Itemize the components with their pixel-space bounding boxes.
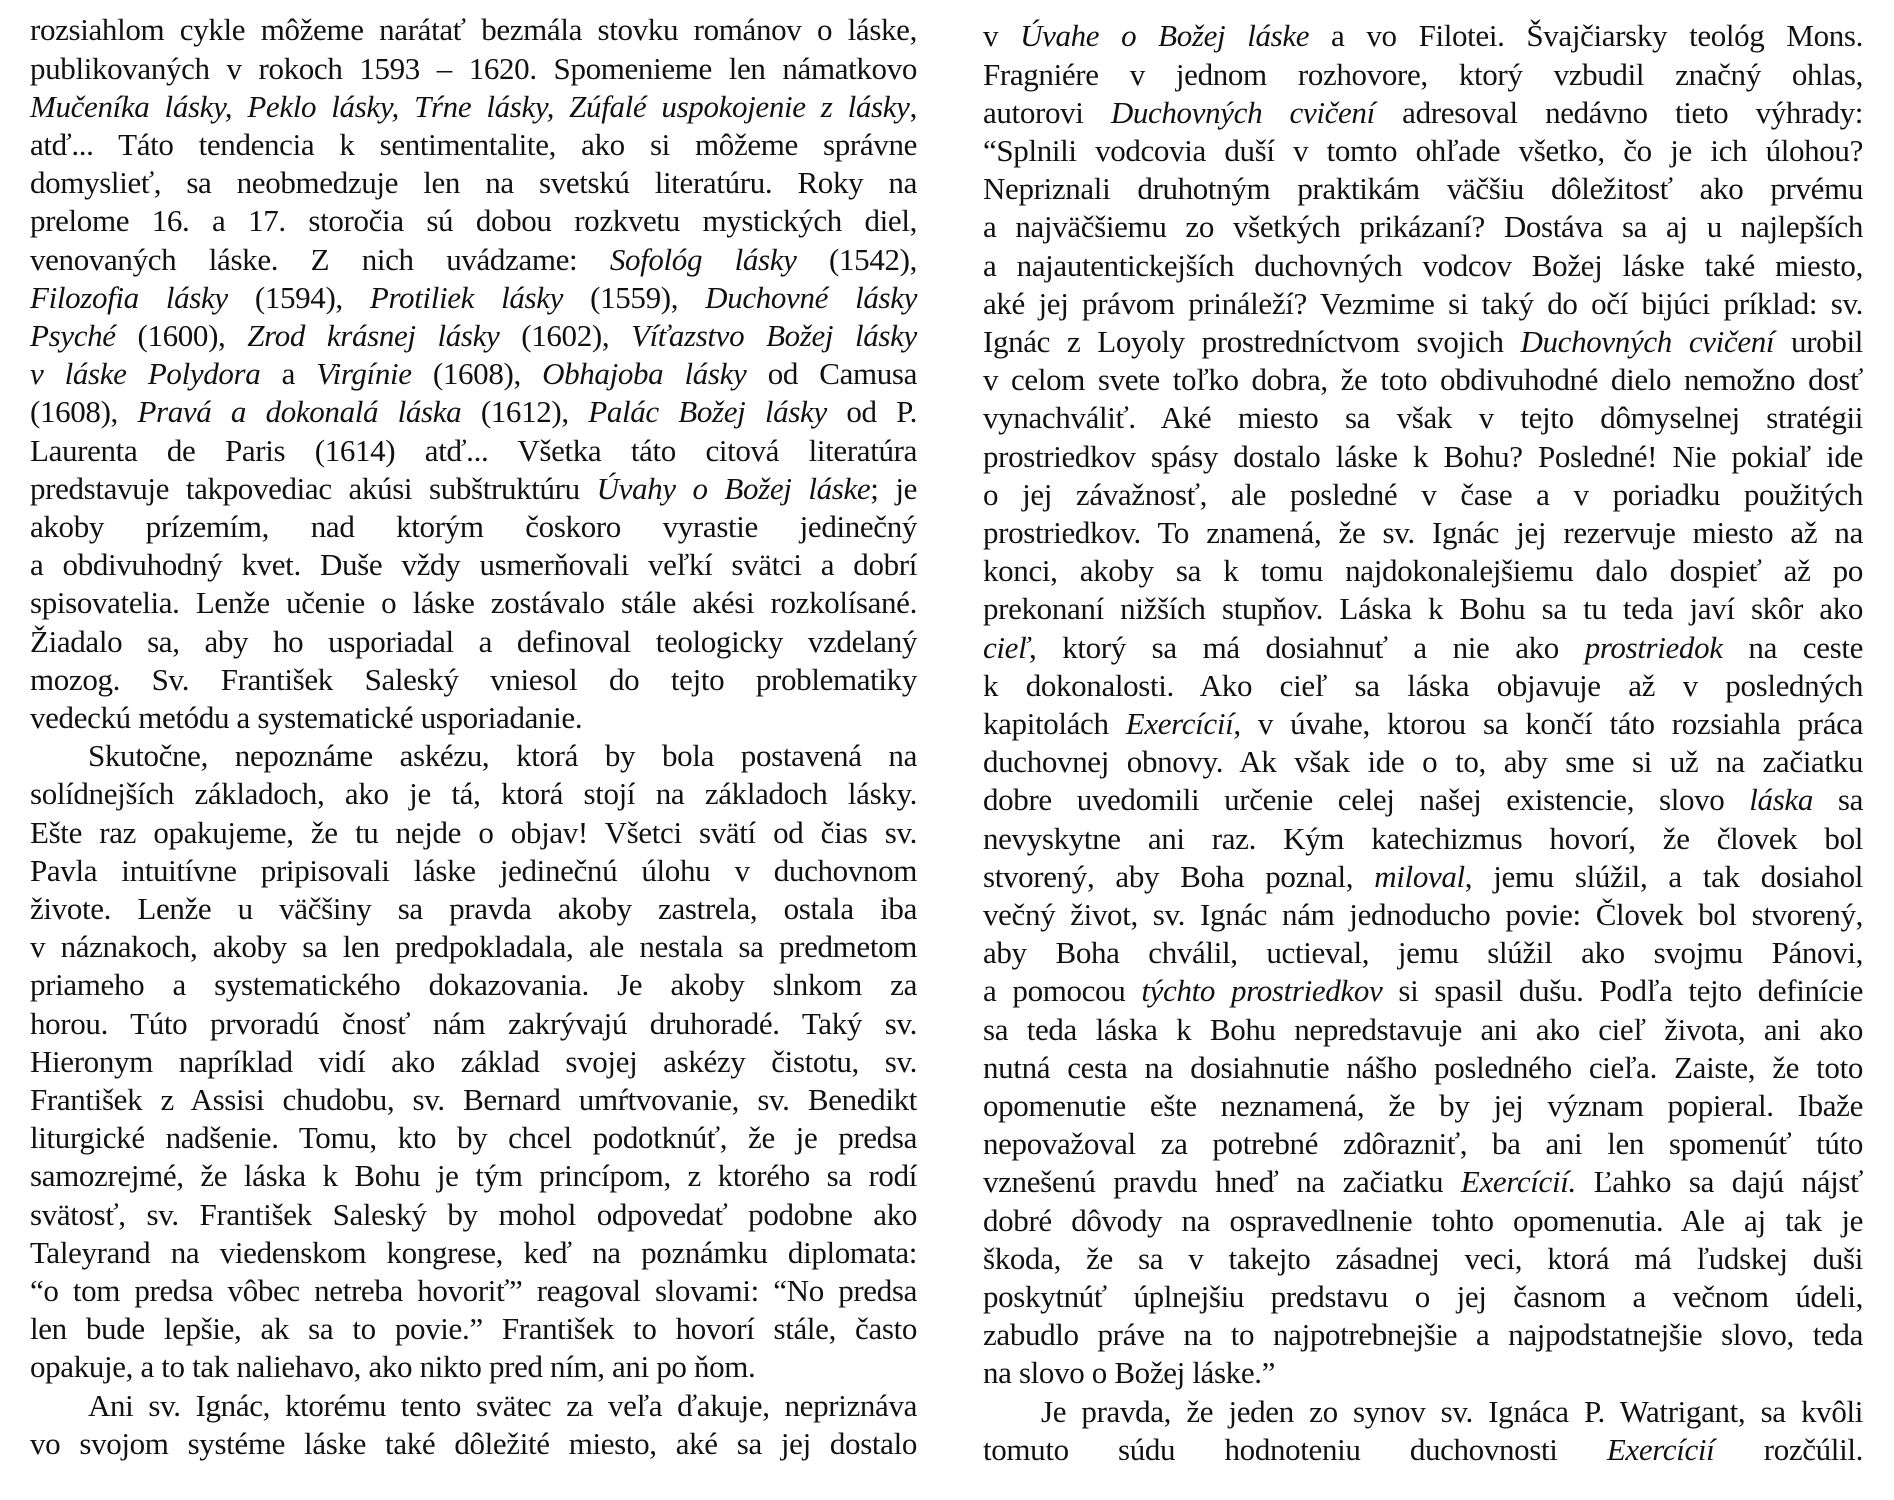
- text-line: [30, 88, 917, 126]
- text-line: [983, 705, 1863, 743]
- italic-title-text: prostriedok: [1584, 629, 1723, 665]
- text-line: [30, 126, 917, 164]
- body-text: liturgické nadšenie. Tomu, kto by chcel podotknúť, že je predsa: [30, 1120, 917, 1156]
- body-text: Laurenta de Paris (1614) atď... Všetka táto citová literatúra: [30, 432, 917, 468]
- body-text: Fragniére v jednom rozhovore, ktorý vzbudil značný ohlas,: [983, 56, 1863, 92]
- text-line: [30, 1234, 917, 1272]
- italic-title-text: Psyché: [30, 318, 116, 353]
- body-text: urobil: [1774, 324, 1863, 359]
- body-text: (1608),: [411, 356, 543, 392]
- body-text: ; je: [870, 470, 917, 506]
- body-text: od Camusa: [746, 356, 918, 392]
- text-line: [983, 934, 1863, 972]
- italic-title-text: Pravá a dokonalá láska: [137, 394, 462, 430]
- text-line: [983, 323, 1863, 361]
- italic-title-text: miloval: [1374, 858, 1465, 894]
- body-text: prelome 16. a 17. storočia sú dobou rozkvetu mystických diel,: [30, 203, 917, 239]
- text-line: [983, 743, 1863, 781]
- body-text: rozčúlil.: [1714, 1431, 1863, 1467]
- text-line: [30, 202, 917, 240]
- text-line: [30, 928, 917, 966]
- body-text: autorovi: [983, 94, 1111, 130]
- text-line: [983, 438, 1863, 476]
- body-text: vynachváliť. Aké miesto sa však v tejto dômyselnej stratégii: [983, 400, 1863, 436]
- body-text: Je pravda, že jeden zo synov sv. Ignáca P. Watrigant, sa kvôli: [1041, 1393, 1863, 1429]
- text-line: [983, 285, 1863, 323]
- text-line: [983, 972, 1863, 1010]
- body-text: a vo Filotei. Švajčiarsky teológ Mons.: [1309, 18, 1863, 54]
- text-line: [30, 1272, 917, 1310]
- text-line: [30, 1005, 917, 1043]
- italic-title-text: týchto prostriedkov: [1141, 973, 1383, 1009]
- body-text: a obdivuhodný kvet. Duše vždy usmerňovali veľkí svätci a dobrí: [30, 547, 917, 583]
- italic-title-text: Duchovných cvičení: [1110, 94, 1375, 130]
- text-line: [983, 590, 1863, 628]
- text-line: [30, 623, 917, 661]
- body-text: stvorený, aby Boha poznal,: [983, 858, 1375, 894]
- body-text: vznešenú pravdu hneď na začiatku: [983, 1164, 1461, 1200]
- body-text: na ceste: [1722, 629, 1863, 665]
- text-line: [30, 1043, 917, 1081]
- body-text: horou. Túto prvoradú čnosť nám zakrývajú druhoradé. Taký sv.: [30, 1005, 917, 1041]
- body-text: venovaných láske. Z nich uvádzame:: [30, 241, 610, 277]
- italic-title-text: Protiliek lásky: [369, 279, 564, 315]
- text-line: [30, 11, 917, 49]
- body-text: (1612),: [461, 394, 589, 430]
- text-line: [983, 1431, 1863, 1469]
- text-line: [30, 1310, 917, 1348]
- body-text: kapitolách: [983, 706, 1126, 741]
- body-text: (1594),: [227, 279, 370, 315]
- body-text: predstavuje takpovediac akúsi subštruktúru: [30, 470, 597, 506]
- italic-title-text: Exercícií: [1606, 1431, 1715, 1467]
- body-text: a pomocou: [983, 973, 1142, 1009]
- body-text: tomuto súdu hodnoteniu duchovnosti: [983, 1431, 1607, 1467]
- italic-title-text: v láske Polydora: [30, 356, 261, 392]
- text-line: [983, 132, 1863, 170]
- italic-title-text: Úvahe o Božej láske: [1020, 18, 1310, 54]
- paragraph-first-line: [30, 1387, 917, 1425]
- body-text: prostriedkov. To znamená, že sv. Ignác jej rezervuje miesto až na: [983, 515, 1863, 550]
- text-line: [30, 699, 917, 737]
- text-line: [983, 1011, 1863, 1049]
- text-line: [30, 546, 917, 584]
- body-text: opomenutie ešte neznamená, že by jej význam popieral. Ibaže: [983, 1088, 1863, 1123]
- body-text: v: [983, 18, 1021, 54]
- text-line: [30, 470, 917, 508]
- italic-title-text: Exercícií: [1125, 706, 1234, 741]
- text-line: [983, 170, 1863, 208]
- body-text: rozsiahlom cykle môžeme narátať bezmála stovku románov o láske,: [30, 12, 917, 48]
- text-line: [983, 56, 1863, 94]
- body-text: o jej závažnosť, ale posledné v čase a v poriadku použitých: [983, 476, 1863, 512]
- paragraph-first-line: [983, 1393, 1863, 1431]
- text-line: [30, 1196, 917, 1234]
- text-line: [30, 890, 917, 928]
- body-text: zabudlo práve na to najpotrebnejšie a najpodstatnejšie slovo, teda: [983, 1317, 1863, 1353]
- text-line: [30, 1157, 917, 1195]
- text-line: [983, 1049, 1863, 1087]
- text-line: [983, 1163, 1863, 1201]
- body-text: “o tom predsa vôbec netreba hovoriť” reagoval slovami: “No predsa: [30, 1273, 917, 1308]
- text-line: [983, 1125, 1863, 1163]
- body-text: na slovo o Božej láske.”: [983, 1355, 1276, 1391]
- text-line: [983, 94, 1863, 132]
- text-line: [983, 514, 1863, 552]
- body-text: atď... Táto tendencia k sentimentalite, ako si môžeme správne: [30, 127, 917, 162]
- italic-title-text: Duchovných cvičení: [1520, 324, 1775, 359]
- italic-title-text: Víťazstvo Božej lásky: [631, 318, 917, 353]
- text-line: [983, 1354, 1863, 1392]
- body-text: dobré dôvody na ospravedlnenie tohto opomenutia. Ale aj tak je: [983, 1202, 1863, 1238]
- paragraph-first-line: [30, 737, 917, 775]
- text-line: [30, 355, 917, 393]
- italic-title-text: cieľ: [983, 629, 1030, 665]
- body-text: živote. Lenže u väčšiny sa pravda akoby zastrela, ostala iba: [30, 891, 917, 926]
- text-line: [30, 661, 917, 699]
- text-line: [30, 1081, 917, 1119]
- text-line: [30, 966, 917, 1004]
- body-text: večný život, sv. Ignác nám jednoducho povie: Človek bol stvorený,: [983, 897, 1863, 932]
- text-line: [30, 508, 917, 546]
- body-text: si spasil dušu. Podľa tejto definície: [1382, 973, 1864, 1009]
- text-line: [30, 279, 917, 317]
- body-text: v celom svete toľko dobra, že toto obdivuhodné dielo nemožno dosť: [983, 362, 1863, 398]
- body-text: spisovatelia. Lenže učenie o láske zostávalo stále akési rozkolísané.: [30, 585, 917, 621]
- text-line: [30, 1425, 917, 1463]
- body-text: od P.: [826, 394, 917, 430]
- body-text: nevyskytne ani raz. Kým katechizmus hovorí, že človek bol: [983, 820, 1863, 856]
- italic-title-text: Virgínie: [316, 356, 412, 392]
- body-text: (1559),: [563, 279, 706, 315]
- text-line: [983, 361, 1863, 399]
- italic-title-text: Obhajoba lásky: [542, 356, 747, 392]
- text-line: [983, 667, 1863, 705]
- text-line: [983, 1278, 1863, 1316]
- body-text: , v úvahe, ktorou sa končí táto rozsiahla práca: [1233, 706, 1863, 741]
- body-text: Skutočne, nepoznáme askézu, ktorá by bola postavená na: [88, 738, 917, 774]
- body-text: , ktorý sa má dosiahnuť a nie ako: [1029, 629, 1585, 665]
- text-line: [983, 247, 1863, 285]
- body-text: “Splnili vodcovia duší v tomto ohľade všetko, čo je ich úlohou?: [983, 133, 1863, 168]
- body-text: dobre uvedomili určenie celej našej existencie, slovo: [983, 782, 1750, 818]
- text-line: [30, 50, 917, 88]
- body-text: aké jej právom prináleží? Vezmime si taký do očí bijúci príklad: sv.: [983, 285, 1863, 321]
- italic-title-text: láska: [1749, 782, 1813, 818]
- body-text: poskytnúť úplnejšiu predstavu o jej časnom a večnom údeli,: [983, 1279, 1863, 1314]
- body-text: prekonaní nižších stupňov. Láska k Bohu sa tu teda javí skôr ako: [983, 591, 1863, 627]
- text-line: [983, 208, 1863, 246]
- text-line: [30, 393, 917, 431]
- body-text: duchovnej obnovy. Ak však ide o to, aby sme si už na začiatku: [983, 744, 1863, 780]
- body-text: sa: [1812, 782, 1863, 818]
- italic-title-text: Duchovné lásky: [705, 279, 918, 315]
- body-text: adresoval nedávno tieto výhrady:: [1374, 94, 1863, 130]
- text-line: [983, 1202, 1863, 1240]
- text-line: [983, 896, 1863, 934]
- body-text: Ešte raz opakujeme, že tu nejde o objav! Všetci svätí od čias sv.: [30, 814, 917, 850]
- body-text: škoda, že sa v takejto zásadnej veci, ktorá má ľudskej duši: [983, 1240, 1863, 1276]
- text-line: [983, 858, 1863, 896]
- text-line: [30, 1348, 917, 1386]
- body-text: priameho a systematického dokazovania. Je akoby slnkom za: [30, 967, 917, 1003]
- text-line: [983, 476, 1863, 514]
- body-text: (1608),: [30, 394, 138, 430]
- italic-title-text: Filozofia lásky: [30, 279, 228, 315]
- body-text: Žiadalo sa, aby ho usporiadal a definoval teologicky vzdelaný: [30, 623, 917, 659]
- body-text: a najautentickejších duchovných vodcov Božej láske také miesto,: [983, 247, 1863, 283]
- text-line: [30, 775, 917, 813]
- body-text: František z Assisi chudobu, sv. Bernard umŕtvovanie, sv. Benedikt: [30, 1082, 917, 1117]
- body-text: Taleyrand na viedenskom kongrese, keď na poznámku diplomata:: [30, 1234, 917, 1270]
- text-line: [983, 399, 1863, 437]
- body-text: len bude lepšie, ak sa to povie.” František to hovorí stále, často: [30, 1311, 917, 1347]
- italic-title-text: Zrod krásnej lásky: [247, 318, 500, 353]
- body-text: aby Boha chválil, uctieval, jemu slúžil ako svojmu Pánovi,: [983, 935, 1863, 971]
- body-text: opakuje, a to tak naliehavo, ako nikto pred ním, ani po ňom.: [30, 1349, 756, 1385]
- body-text: (1542),: [796, 241, 917, 277]
- italic-title-text: Úvahy o Božej láske: [596, 470, 871, 506]
- body-text: samozrejmé, že láska k Bohu je tým princípom, z ktorého sa rodí: [30, 1158, 917, 1194]
- text-line: [983, 1316, 1863, 1354]
- body-text: domyslieť, sa neobmedzuje len na svetskú literatúru. Roky na: [30, 165, 917, 201]
- body-text: Ignác z Loyoly prostredníctvom svojich: [983, 324, 1521, 359]
- body-text: sa teda láska k Bohu nepredstavuje ani ako cieľ života, ani ako: [983, 1011, 1863, 1047]
- body-text: v náznakoch, akoby sa len predpokladala, ale nestala sa predmetom: [30, 929, 917, 965]
- body-text: vedeckú metódu a systematické usporiadanie.: [30, 700, 583, 735]
- body-text: Hieronym napríklad vidí ako základ svojej askézy čistotu, sv.: [30, 1043, 917, 1079]
- body-text: solídnejších základoch, ako je tá, ktorá stojí na základoch lásky.: [30, 776, 917, 812]
- body-text: a najväčšiemu zo všetkých prikázaní? Dostáva sa aj u najlepších: [983, 209, 1863, 245]
- text-line: [30, 241, 917, 279]
- text-line: [30, 584, 917, 622]
- text-line: [983, 17, 1863, 55]
- italic-title-text: Palác Božej lásky: [588, 394, 827, 430]
- text-line: [983, 781, 1863, 819]
- body-text: Ani sv. Ignác, ktorému tento svätec za veľa ďakuje, nepriznáva: [88, 1387, 917, 1423]
- text-line: [983, 1087, 1863, 1125]
- body-text: prostriedkov spásy dostalo láske k Bohu? Posledné! Nie pokiaľ ide: [983, 438, 1863, 474]
- text-line: [983, 1240, 1863, 1278]
- body-text: vo svojom systéme láske také dôležité miesto, aké sa jej dostalo: [30, 1425, 917, 1461]
- body-text: , jemu slúžil, a tak dosiahol: [1464, 858, 1863, 894]
- text-line: [983, 820, 1863, 858]
- body-text: Ľahko sa dajú nájsť: [1575, 1164, 1863, 1200]
- body-text: konci, akoby sa k tomu najdokonalejšiemu dalo dospieť až po: [983, 553, 1863, 589]
- italic-title-text: Mučeníka lásky, Peklo lásky, Tŕne lásky, Zúfalé uspokojenie z lásky: [30, 88, 910, 124]
- body-text: (1602),: [499, 318, 632, 353]
- body-text: nepovažoval za potrebné zdôrazniť, ba ani len spomenúť túto: [983, 1126, 1863, 1162]
- body-text: Nepriznali druhotným praktikám väčšiu dôležitosť ako prvému: [983, 171, 1863, 207]
- text-line: [30, 814, 917, 852]
- body-text: mozog. Sv. František Saleský vniesol do tejto problematiky: [30, 661, 917, 697]
- body-text: Pavla intuitívne pripisovali láske jedinečnú úlohu v duchovnom: [30, 852, 917, 888]
- text-line: [30, 432, 917, 470]
- italic-title-text: Sofológ lásky: [609, 241, 797, 277]
- text-line: [983, 629, 1863, 667]
- body-text: svätosť, sv. František Saleský by mohol odpovedať podobne ako: [30, 1196, 917, 1232]
- text-line: [30, 1119, 917, 1157]
- body-text: nutná cesta na dosiahnutie nášho posledného cieľa. Zaiste, že toto: [983, 1049, 1863, 1085]
- body-text: publikovaných v rokoch 1593 – 1620. Spomenieme len námatkovo: [30, 50, 917, 86]
- body-text: a: [260, 356, 317, 392]
- text-line: [30, 852, 917, 890]
- body-text: ,: [909, 88, 917, 124]
- text-line: [983, 552, 1863, 590]
- text-line: [30, 164, 917, 202]
- text-line: [30, 317, 917, 355]
- body-text: k dokonalosti. Ako cieľ sa láska objavuje až v posledných: [983, 667, 1863, 703]
- body-text: akoby prízemím, nad ktorým čoskoro vyrastie jedinečný: [30, 509, 917, 544]
- italic-title-text: Exercícií.: [1460, 1164, 1576, 1200]
- body-text: (1600),: [115, 318, 248, 353]
